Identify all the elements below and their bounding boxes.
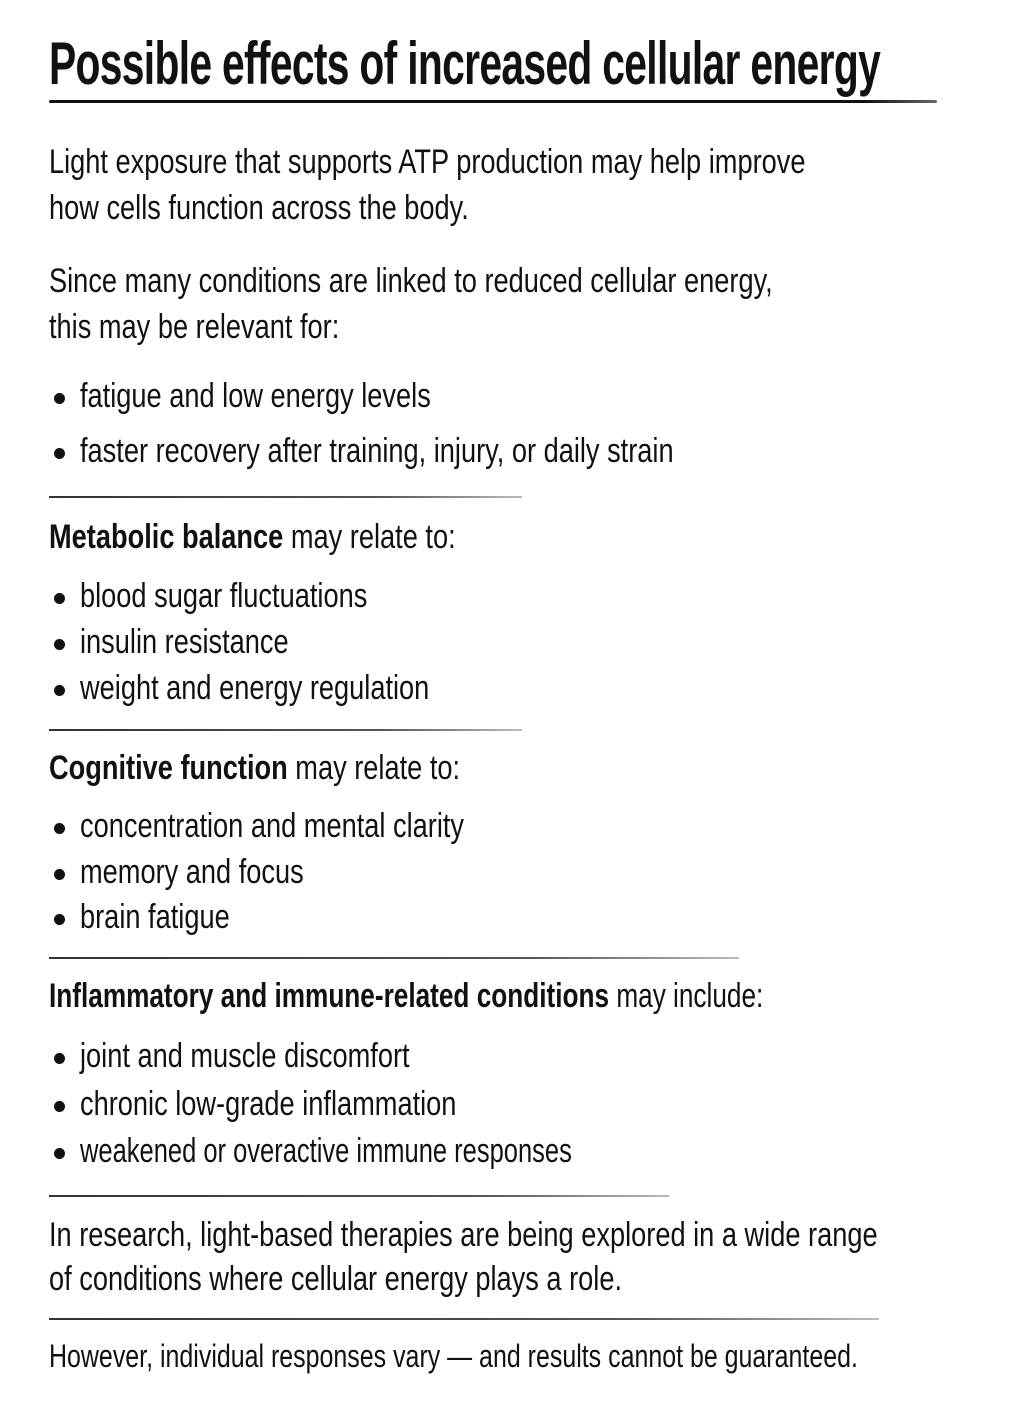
list-item-text: chronic low-grade inflammation [80, 1085, 457, 1123]
relevance-line-1: Since many conditions are linked to reduced cellular energy, [49, 262, 773, 300]
list-item-text: weight and energy regulation [80, 669, 430, 707]
intro-line-2: how cells function across the body. [49, 189, 469, 227]
section-heading-cognitive [49, 745, 460, 791]
heading-bold: Inflammatory and immune-related conditions [49, 977, 610, 1015]
disclaimer: However, individual responses vary — and results cannot be guaranteed. [49, 1338, 858, 1374]
list-item-text: blood sugar fluctuations [80, 577, 368, 615]
research-line-2: of conditions where cellular energy plays a role. [49, 1260, 623, 1298]
list-item-text: insulin resistance [80, 623, 289, 661]
bullet-icon [54, 1148, 65, 1159]
bullet-icon [54, 823, 65, 834]
divider [49, 957, 739, 959]
intro-line-1: Light exposure that supports ATP production may help improve [49, 143, 806, 181]
bullet-icon [54, 448, 65, 459]
bullet-icon [54, 593, 65, 604]
research-line-1: In research, light-based therapies are being explored in a wide range [49, 1216, 878, 1254]
list-item-text: joint and muscle discomfort [80, 1037, 410, 1075]
section-heading-metabolic [49, 514, 456, 560]
relevance-line-2: this may be relevant for: [49, 308, 340, 346]
heading-bold: Metabolic balance [49, 518, 284, 556]
heading-bold: Cognitive function [49, 749, 288, 787]
section-heading-inflammatory [49, 973, 763, 1019]
bullet-icon [54, 685, 65, 696]
bullet-icon [54, 869, 65, 880]
bullet-icon [54, 393, 65, 404]
heading-rest: may relate to: [287, 749, 461, 787]
divider [49, 729, 522, 731]
divider [49, 1195, 669, 1197]
bullet-icon [54, 1101, 65, 1112]
list-item-text: fatigue and low energy levels [80, 377, 431, 415]
divider [49, 1318, 879, 1320]
bullet-icon [54, 1053, 65, 1064]
bullet-icon [54, 914, 65, 925]
list-item-text: brain fatigue [80, 898, 230, 936]
heading-rest: may relate to: [283, 518, 456, 556]
list-item-text: memory and focus [80, 853, 304, 891]
bullet-icon [54, 639, 65, 650]
list-item-text: concentration and mental clarity [80, 807, 465, 845]
divider [49, 496, 522, 498]
heading-rest: may include: [609, 977, 764, 1015]
list-item-text: faster recovery after training, injury, or daily strain [80, 432, 674, 470]
list-item-text: weakened or overactive immune responses [80, 1132, 572, 1170]
page-title: Possible effects of increased cellular energy [49, 30, 881, 97]
title-underline [49, 100, 937, 103]
